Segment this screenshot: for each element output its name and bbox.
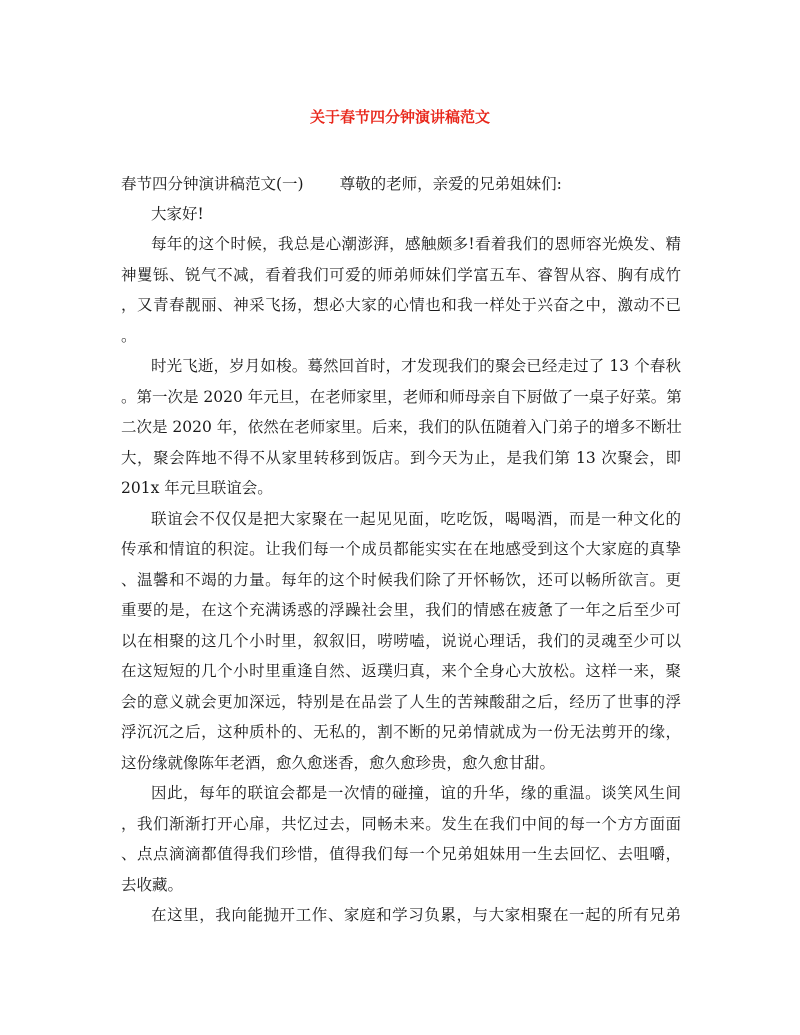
paragraph-line: 、温馨和不竭的力量。每年的这个时候我们除了开怀畅饮，还可以畅所欲言。更: [121, 571, 681, 589]
paragraph-line: 在这里，我向能抛开工作、家庭和学习负累，与大家相聚在一起的所有兄弟: [151, 906, 681, 924]
intro-line: [121, 173, 591, 195]
paragraph-line: 在这短短的几个小时里重逢自然、返璞归真，来个全身心大放松。这样一来，聚: [121, 662, 681, 680]
paragraph-line: 因此，每年的联谊会都是一次情的碰撞，谊的升华，缘的重温。谈笑风生间: [151, 784, 681, 802]
paragraph-line: 大，聚会阵地不得不从家里转移到饭店。到今天为止，是我们第 13 次聚会，即: [121, 449, 681, 467]
paragraph-line: 去收藏。: [121, 876, 184, 894]
paragraph-line: 这份缘就像陈年老酒，愈久愈迷香，愈久愈珍贵，愈久愈甘甜。: [121, 754, 556, 772]
paragraph-line: ，我们渐渐打开心扉，共忆过去，同畅未来。发生在我们中间的每一个方方面面: [121, 815, 681, 833]
intro-salutation: 尊敬的老师，亲爱的兄弟姐妹们:: [339, 175, 562, 193]
paragraph-line: ，又青春靓丽、神采飞扬，想必大家的心情也和我一样处于兴奋之中，激动不已: [121, 296, 681, 314]
document-title: 关于春节四分钟演讲稿范文: [309, 108, 490, 126]
paragraph-line: 。第一次是 2020 年元旦，在老师家里，老师和师母亲自下厨做了一桌子好菜。第: [121, 388, 682, 406]
paragraph-line: 重要的是，在这个充满诱惑的浮躁社会里，我们的情感在疲惫了一年之后至少可: [121, 601, 681, 619]
paragraph-line: 神矍铄、锐气不减，看着我们可爱的师弟师妹们学富五车、睿智从容、胸有成竹: [121, 266, 681, 284]
paragraph-line: 201x 年元旦联谊会。: [121, 479, 273, 497]
paragraph-line: 以在相聚的这几个小时里，叙叙旧，唠唠嗑，说说心理话，我们的灵魂至少可以: [121, 632, 681, 650]
paragraph-line: 。: [121, 327, 137, 345]
paragraph-line: 二次是 2020 年，依然在老师家里。后来，我们的队伍随着入门弟子的增多不断壮: [121, 418, 682, 436]
paragraph-line: 联谊会不仅仅是把大家聚在一起见见面，吃吃饭，喝喝酒，而是一种文化的: [151, 510, 681, 528]
paragraph-line: 会的意义就会更加深远，特别是在品尝了人生的苦辣酸甜之后，经历了世事的浮: [121, 693, 681, 711]
paragraph-line: 、点点滴滴都值得我们珍惜，值得我们每一个兄弟姐妹用一生去回忆、去咀嚼，: [121, 845, 681, 863]
paragraph-line: 时光飞逝，岁月如梭。蓦然回首时，才发现我们的聚会已经走过了 13 个春秋: [151, 357, 681, 375]
paragraph-line: 大家好!: [151, 205, 204, 223]
paragraph-line: 浮沉沉之后，这种质朴的、无私的，割不断的兄弟情就成为一份无法剪开的缘，: [121, 723, 681, 741]
paragraph-line: 每年的这个时候，我总是心潮澎湃，感触颇多!看着我们的恩师容光焕发、精: [151, 235, 681, 253]
intro-heading: 春节四分钟演讲稿范文(一): [121, 175, 304, 193]
paragraph-line: 传承和情谊的积淀。让我们每一个成员都能实实在在地感受到这个大家庭的真挚: [121, 540, 681, 558]
